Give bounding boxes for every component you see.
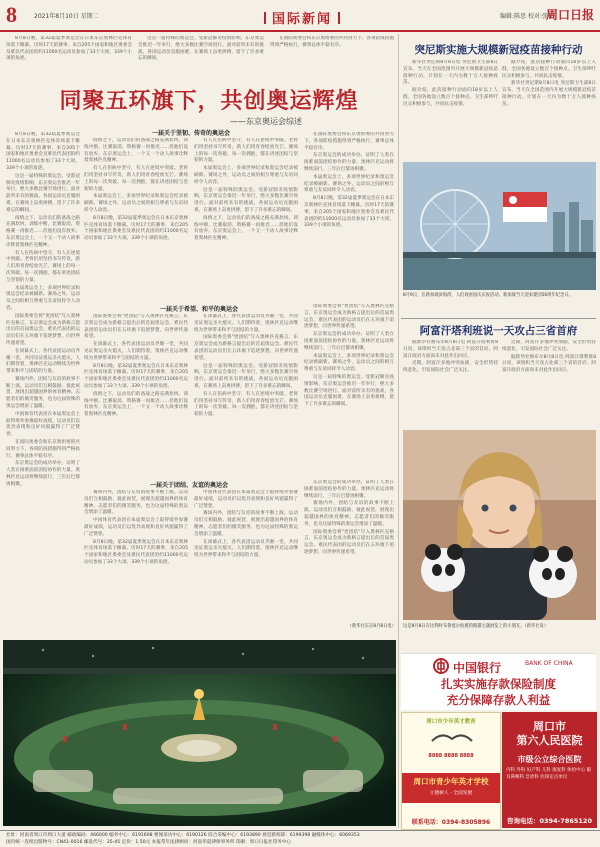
hospital-name-line2: 第六人民医院	[516, 734, 583, 747]
article-col-2a: 疫情之下，运动员们的备战之路充满坎坷。训练中断、比赛取消、资格赛一再推迟……但他们没有放弃。东京奥运会上，一个又一个动人故事诠释着奥林匹克精神。 有人在伤病中坚守，有人在逆境中突破。老将们用坚持书写传奇，新人们用青春绽放光芒。赛场上的每一次突破、每一次拥抱，都在讲述团结与坚韧的力量。 本届奥运会上，多项世界纪录和奥运会纪录被刷新。赛场之外，运动员之间的相互尊重与友谊同样令人动容。 8月8日晚，第32届夏季奥运会在日本东京奥林匹克体育场落下帷幕。历时17天的赛事，来自205个国家和地区奥委会及难民代表团的约11000名运动员参加了33个大项、339个小项的角逐。	[84, 138, 188, 242]
afghanistan-col-2: 近期，阿富汗多地冲突加剧，安全形势持续恶化，引发国际社会广泛关注。 据新华社喀布尔8月8日电 阿富汗塔利班8日说，该组织当天攻占北部三个省的首府。阿富汗政府方面尚未对此作出回应。	[502, 340, 596, 374]
main-subtitle: ——东京奥运会综述	[230, 117, 302, 126]
article-col-2b: 国际奥委会将"更团结"写入奥林匹克格言，东京奥运会成为新格言提出后的首届奥运会。难民代表团的运动员们在五环旗下追逐梦想，向世界传递希望。 在闭幕式上，各代表团运动员齐聚一堂，共同见证奥运圣火熄灭。人们期待着，奥林匹克运动继续为世界带来和平与团结的力量。 8月8日晚，第32届夏季奥运会在日本东京奥林匹克体育场落下帷幕。历时17天的赛事，来自205个国家和地区奥委会及难民代表团的约11000名运动员参加了33个大项、339个小项的角逐。 疫情之下，运动员们的备战之路充满坎坷。训练中断、比赛取消、资格赛一再推迟……但他们没有放弃。东京奥运会上，一个又一个动人故事诠释着奥林匹克精神。	[84, 314, 188, 418]
edu-school-name: 周口市青少年英才学校	[413, 777, 489, 786]
page-footer	[0, 830, 600, 847]
panda-caption: 这是8月8日在比利时布鲁塞尔拍摄的熊猫主题展览上的小朋友。（新华社发）	[403, 624, 549, 629]
singapore-photo	[403, 162, 596, 290]
article-col-3c: 中国体育代表团在本届奥运会上取得境外参赛最好成绩，运动员们以优异表现和良好风貌赢得了广泛赞誉。 赛场内外，团结与友谊的故事不断上演。运动员们互相鼓励、彼此祝贺，展现出超越国界的体育精神。志愿者们的微笑服务，也为这届特殊的奥运会增添了温暖。 在闭幕式上，各代表团运动员齐聚一堂，共同见证奥运圣火熄灭。人们期待着，奥林匹克运动继续为世界带来和平与团结的力量。	[194, 490, 298, 559]
panda-girl-photo	[403, 430, 596, 620]
intro-col-3: 在国际奥委会和东京奥组委的共同努力下，各项防疫措施得到严格执行，赛事总体平稳有序。	[270, 36, 394, 48]
page-number: 8	[6, 2, 17, 27]
bank-slogan-2: 充分保障存款人利益	[446, 693, 551, 707]
article-col-1: 8月8日晚，第32届夏季奥运会在日本东京奥林匹克体育场落下帷幕。历时17天的赛事，来自205个国家和地区奥委会及难民代表团的约11000名运动员参加了33个大项、339个小项的角逐。 这是一届特殊的奥运会。受新冠肺炎疫情影响，东京奥运会推迟一年举行，绝大多数比赛空场进行。面对前所未有的挑战，各国运动员克服困难，在赛场上奋勇拼搏，留下了许多难忘的瞬间。 疫情之下，运动员们的备战之路充满坎坷。训练中断、比赛取消、资格赛一再推迟……但他们没有放弃。东京奥运会上，一个又一个动人故事诠释着奥林匹克精神。 有人在伤病中坚守，有人在逆境中突破。老将们用坚持书写传奇，新人们用青春绽放光芒。赛场上的每一次突破、每一次拥抱，都在讲述团结与坚韧的力量。 本届奥运会上，多项世界纪录和奥运会纪录被刷新。赛场之外，运动员之间的相互尊重与友谊同样令人动容。 国际奥委会将"更团结"写入奥林匹克格言，东京奥运会成为新格言提出后的首届奥运会。难民代表团的运动员们在五环旗下追逐梦想，向世界传递希望。 在闭幕式上，各代表团运动员齐聚一堂，共同见证奥运圣火熄灭。人们期待着，奥林匹克运动继续为世界带来和平与团结的力量。 赛场内外，团结与友谊的故事不断上演。运动员们互相鼓励、彼此祝贺，展现出超越国界的体育精神。志愿者们的微笑服务，也为这届特殊的奥运会增添了温暖。 中国体育代表团在本届奥运会上取得境外参赛最好成绩，运动员们以优异表现和良好风貌赢得了广泛赞誉。 在国际奥委会和东京奥组委的共同努力下，各项防疫措施得到严格执行，赛事总体平稳有序。 东京奥运会的成功举办，证明了人类在困难面前团结协作的力量。奥林匹克运动将继续前行，三年后巴黎再相聚。	[6, 132, 80, 487]
bird-logo-icon	[402, 727, 500, 749]
masthead	[0, 0, 600, 32]
paper-logo: 周口日报	[545, 8, 594, 22]
section2-heading: 一届关于希望、和平的奥运会	[160, 306, 239, 313]
bank-logo-icon	[433, 658, 449, 674]
afghanistan-headline: 阿富汗塔利班说一天攻占三省首府	[419, 325, 578, 337]
section-title: 国际新闻	[258, 8, 346, 27]
edu-contact-phone: 联系电话：0394-8305896	[411, 819, 491, 826]
hospital-subtitle: 市级公立综合医院	[517, 755, 582, 764]
bank-name-en: BANK OF CHINA	[525, 660, 573, 667]
olympic-closing-ceremony-photo	[3, 640, 396, 826]
section1-heading: 一届关于坚韧、传奇的奥运会	[152, 130, 231, 137]
article-col-3b: 在闭幕式上，各代表团运动员齐聚一堂，共同见证奥运圣火熄灭。人们期待着，奥林匹克运动继续为世界带来和平与团结的力量。 国际奥委会将"更团结"写入奥林匹克格言，东京奥运会成为新格言提出后的首届奥运会。难民代表团的运动员们在五环旗下追逐梦想，向世界传递希望。 这是一届特殊的奥运会。受新冠肺炎疫情影响，东京奥运会推迟一年举行，绝大多数比赛空场进行。面对前所未有的挑战，各国运动员克服困难，在赛场上奋勇拼搏，留下了许多难忘的瞬间。 有人在伤病中坚守，有人在逆境中突破。老将们用坚持书写传奇，新人们用青春绽放光芒。赛场上的每一次突破、每一次拥抱，都在讲述团结与坚韧的力量。	[194, 314, 298, 418]
afghanistan-col-1: 据新华社喀布尔8月8日电 阿富汗塔利班8日说，该组织当天攻占北部三个省的首府。阿富汗政府方面尚未对此作出回应。 近期，阿富汗多地冲突加剧，安全形势持续恶化，引发国际社会广泛关注。	[403, 340, 498, 374]
intro-col-2: 这是一届特殊的奥运会。受新冠肺炎疫情影响，东京奥运会推迟一年举行，绝大多数比赛空场进行。面对前所未有的挑战，各国运动员克服困难，在赛场上奋勇拼搏，留下了许多难忘的瞬间。	[138, 36, 264, 62]
article-col-2c: 赛场内外，团结与友谊的故事不断上演。运动员们互相鼓励、彼此祝贺，展现出超越国界的体育精神。志愿者们的微笑服务，也为这届特殊的奥运会增添了温暖。 中国体育代表团在本届奥运会上取得境外参赛最好成绩，运动员们以优异表现和良好风貌赢得了广泛赞誉。 8月8日晚，第32届夏季奥运会在日本东京奥林匹克体育场落下帷幕。历时17天的赛事，来自205个国家和地区奥委会及难民代表团的约11000名运动员参加了33个大项、339个小项的角逐。	[84, 490, 188, 565]
section3-heading: 一届关于团结、友谊的奥运会	[150, 482, 229, 489]
edu-motto: 立德树人 · 全面发展	[429, 791, 473, 796]
article-col-4a: 在国际奥委会和东京奥组委的共同努力下，各项防疫措施得到严格执行，赛事总体平稳有序。 东京奥运会的成功举办，证明了人类在困难面前团结协作的力量。奥林匹克运动将继续前行，三年后巴黎再相聚。 本届奥运会上，多项世界纪录和奥运会纪录被刷新。赛场之外，运动员之间的相互尊重与友谊同样令人动容。 8月8日晚，第32届夏季奥运会在日本东京奥林匹克体育场落下帷幕。历时17天的赛事，来自205个国家和地区奥委会及难民代表团的约11000名运动员参加了33个大项、339个小项的角逐。	[304, 132, 394, 229]
hospital-phone: 咨询电话：0394-7865120	[507, 817, 592, 825]
intro-col-1: 8月8日晚，第32届夏季奥运会在日本东京奥林匹克体育场落下帷幕。历时17天的赛事，来自205个国家和地区奥委会及难民代表团的约11000名运动员参加了33个大项、339个小项的角逐。	[6, 36, 132, 62]
edu-title: 周口市少年英才教育	[426, 719, 476, 725]
bank-name: 中国银行	[453, 661, 502, 675]
right-divider	[401, 318, 596, 319]
tunisia-headline: 突尼斯实施大规模新冠疫苗接种行动	[414, 44, 583, 56]
main-byline: （新华社东京8月8日电）	[347, 624, 396, 629]
stadium-illustration	[3, 640, 396, 826]
editor-credit: 编辑:陈思 校对:张伟	[500, 13, 554, 20]
main-headline: 同聚五环旗下，共创奥运辉煌	[59, 88, 359, 114]
footer-line-2: 国内统一连续出版物号：CN41-0016 邮发代号：35-45 定价：1.50元 本报常年法律顾问：河南华夏律师事务所 印刷：周口日报社印务中心	[6, 840, 291, 845]
edu-phone: 8888 8888 8888	[428, 753, 474, 759]
education-ad[interactable]	[401, 712, 501, 830]
singapore-caption: 8月9日，在新加坡滨海湾，人们观看国庆庆祝活动。新加坡当天迎来建国56周年纪念日。	[403, 293, 573, 298]
hospital-ad[interactable]	[502, 712, 597, 828]
column-divider	[398, 34, 399, 828]
singapore-illustration	[403, 162, 596, 290]
article-col-4b: 国际奥委会将"更团结"写入奥林匹克格言，东京奥运会成为新格言提出后的首届奥运会。难民代表团的运动员们在五环旗下追逐梦想，向世界传递希望。 东京奥运会的成功举办，证明了人类在困难面前团结协作的力量。奥林匹克运动将继续前行，三年后巴黎再相聚。 本届奥运会上，多项世界纪录和奥运会纪录被刷新。赛场之外，运动员之间的相互尊重与友谊同样令人动容。 这是一届特殊的奥运会。受新冠肺炎疫情影响，东京奥运会推迟一年举行，绝大多数比赛空场进行。面对前所未有的挑战，各国运动员克服困难，在赛场上奋勇拼搏，留下了许多难忘的瞬间。	[304, 304, 394, 408]
bank-of-china-ad[interactable]	[401, 653, 596, 710]
tunisia-col-2: 据介绍，此次接种行动面向18岁以上人群，全国各地设立数百个接种点。卫生部呼吁民众积极参与，共同抗击疫情。 新华社突尼斯8月8日电 突尼斯卫生部8日宣布，当天在全国范围内开展大规模新冠疫苗接种行动，计划在一天内为数十万人接种疫苗。	[502, 60, 596, 107]
hospital-name-line1: 周口市	[533, 720, 566, 733]
article-col-4c: 东京奥运会的成功举办，证明了人类在困难面前团结协作的力量。奥林匹克运动将继续前行，三年后巴黎再相聚。 赛场内外，团结与友谊的故事不断上演。运动员们互相鼓励、彼此祝贺，展现出超越国界的体育精神。志愿者们的微笑服务，也为这届特殊的奥运会增添了温暖。 国际奥委会将"更团结"写入奥林匹克格言，东京奥运会成为新格言提出后的首届奥运会。难民代表团的运动员们在五环旗下追逐梦想，向世界传递希望。	[304, 480, 394, 555]
tunisia-col-1: 新华社突尼斯8月8日电 突尼斯卫生部8日宣布，当天在全国范围内开展大规模新冠疫苗接种行动，计划在一天内为数十万人接种疫苗。 据介绍，此次接种行动面向18岁以上人群，全国各地设立数百个接种点。卫生部呼吁民众积极参与，共同抗击疫情。	[403, 60, 498, 107]
hospital-services: 内科 外科 妇产科 儿科 康复科 体检中心 眼耳鼻喉科 急诊科 医保定点单位	[506, 768, 592, 780]
issue-date: 2021年8月10日 星期二	[34, 13, 99, 20]
footer-line-1: 社址：河南省周口市周口大道 邮政编码：466000 编务中心：6191698 要闻采访中心：6190126 综合采编中心：6193890 视觉新闻部：6199398 融媒体中心：6069353	[6, 833, 360, 838]
article-col-3a: 有人在伤病中坚守，有人在逆境中突破。老将们用坚持书写传奇，新人们用青春绽放光芒。赛场上的每一次突破、每一次拥抱，都在讲述团结与坚韧的力量。 本届奥运会上，多项世界纪录和奥运会纪录被刷新。赛场之外，运动员之间的相互尊重与友谊同样令人动容。 这是一届特殊的奥运会。受新冠肺炎疫情影响，东京奥运会推迟一年举行，绝大多数比赛空场进行。面对前所未有的挑战，各国运动员克服困难，在赛场上奋勇拼搏，留下了许多难忘的瞬间。 疫情之下，运动员们的备战之路充满坎坷。训练中断、比赛取消、资格赛一再推迟……但他们没有放弃。东京奥运会上，一个又一个动人故事诠释着奥林匹克精神。	[194, 138, 298, 242]
bank-slogan-1: 扎实实施存款保险制度	[441, 677, 556, 691]
panda-girl-illustration	[403, 430, 596, 620]
